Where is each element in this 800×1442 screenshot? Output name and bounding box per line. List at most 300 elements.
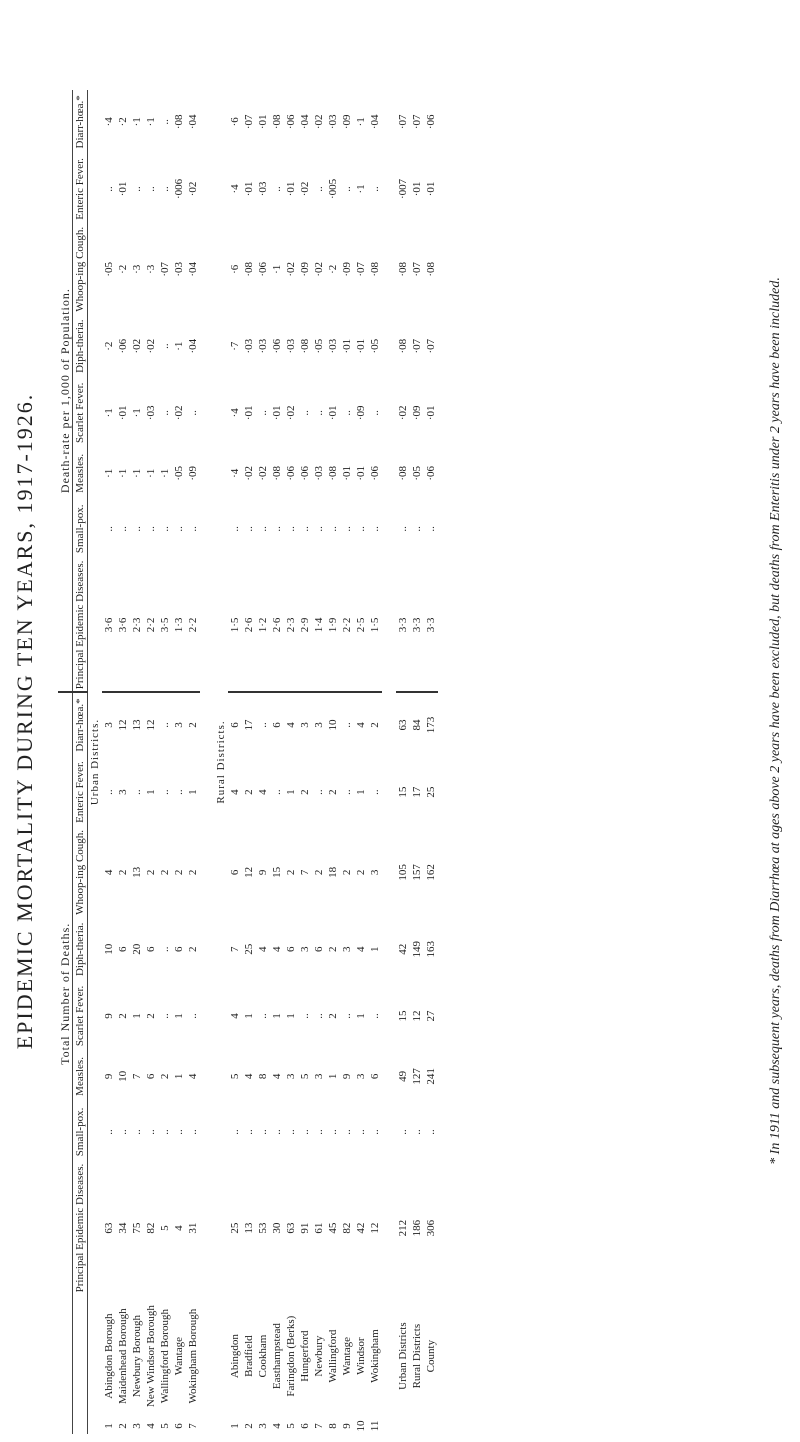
district-name: Windsor	[355, 1337, 367, 1375]
total-deaths-cell: 127	[411, 1068, 423, 1085]
total-deaths-cell: 2	[299, 789, 311, 795]
total-deaths-cell: ..	[369, 789, 381, 795]
row-number: 7	[187, 1423, 199, 1429]
district-name: Hungerford	[299, 1330, 311, 1382]
death-rate-cell: ..	[299, 526, 311, 532]
district-name: Maidenhead Borough	[117, 1308, 129, 1404]
table-row	[354, 90, 368, 1434]
total-deaths-cell: 3	[369, 869, 381, 876]
death-rate-cell: 2·6	[243, 617, 255, 633]
total-deaths-cell: 4	[187, 1073, 199, 1080]
death-rate-cell: 3·3	[397, 617, 409, 633]
death-rate-cell: 1·2	[257, 617, 269, 633]
death-rate-cell: ..	[425, 526, 437, 532]
row-number: 4	[271, 1423, 283, 1429]
total-deaths-cell: 25	[425, 786, 437, 798]
death-rate-cell: ·06	[271, 338, 283, 354]
total-deaths-cell: 12	[369, 1222, 381, 1234]
death-rate-cell: 1·5	[229, 617, 241, 633]
death-rate-cell: ·08	[173, 114, 185, 130]
total-deaths-cell: ..	[256, 692, 270, 757]
total-deaths-cell: 27	[425, 1010, 437, 1022]
total-deaths-cell: 1	[285, 789, 297, 795]
death-rate-cell: ·7	[229, 341, 241, 351]
death-rate-cell: ·1	[173, 341, 185, 351]
total-deaths-cell: ..	[313, 1013, 325, 1019]
total-deaths-cell: ..	[341, 789, 353, 795]
death-rate-cell: ·08	[327, 465, 339, 481]
total-deaths-cell: 15	[271, 866, 283, 878]
death-rate-cell: ·1	[271, 264, 283, 274]
row-number	[410, 1418, 424, 1434]
table-row	[326, 90, 340, 1434]
row-number	[424, 1418, 438, 1434]
district-name: County	[425, 1339, 437, 1373]
death-rate-cell: 3·3	[411, 617, 423, 633]
death-rate-cell: 3·5	[159, 617, 171, 633]
total-deaths-cell: 173	[424, 692, 438, 757]
death-rate-cell: ..	[145, 526, 157, 532]
total-deaths-cell: 12	[243, 866, 255, 878]
district-name: Rural Districts	[411, 1323, 423, 1389]
death-rate-cell: ·4	[103, 117, 115, 127]
total-deaths-cell: 1	[355, 789, 367, 795]
total-deaths-cell: ..	[257, 1013, 269, 1019]
total-deaths-cell: ..	[257, 1129, 269, 1135]
total-deaths-cell: ..	[340, 692, 354, 757]
death-rate-cell: ·04	[299, 114, 311, 130]
total-deaths-cell: ..	[369, 1129, 381, 1135]
death-rate-cell: 1·4	[313, 617, 325, 633]
total-deaths-cell: 84	[410, 692, 424, 757]
total-deaths-cell: 63	[285, 1222, 297, 1234]
death-rate-cell: ..	[187, 526, 199, 532]
total-deaths-cell: ..	[313, 1129, 325, 1135]
total-deaths-cell: 6	[145, 946, 157, 953]
total-deaths-cell: 4	[355, 946, 367, 953]
death-rate-cell: ·03	[243, 338, 255, 354]
death-rate-cell: ·03	[257, 181, 269, 197]
total-deaths-cell: 4	[284, 692, 298, 757]
death-rate-cell: ·06	[285, 465, 297, 481]
death-rate-cell: ..	[341, 186, 353, 192]
death-rate-cell: ..	[145, 186, 157, 192]
death-rate-cell: ..	[103, 186, 115, 192]
row-number: 9	[341, 1423, 353, 1429]
district-name: Wokingham	[369, 1329, 381, 1383]
total-deaths-cell: ..	[187, 1013, 199, 1019]
total-deaths-cell: 12	[411, 1010, 423, 1022]
death-rate-cell: ·007	[397, 178, 409, 200]
total-deaths-cell: 1	[271, 1013, 283, 1019]
total-deaths-cell: ..	[285, 1129, 297, 1135]
table-row	[410, 90, 424, 1434]
column-header-rate: Measles.	[73, 448, 88, 499]
total-deaths-cell: 2	[243, 789, 255, 795]
table-row	[312, 90, 326, 1434]
total-deaths-cell: 3	[117, 789, 129, 795]
column-header-total: Measles.	[73, 1051, 88, 1102]
column-header-rate: Diph-theria.	[73, 314, 88, 378]
total-deaths-cell: ..	[355, 1129, 367, 1135]
death-rate-cell: ..	[159, 343, 171, 349]
death-rate-cell: ..	[229, 526, 241, 532]
death-rate-cell: ·1	[131, 468, 143, 478]
table-row	[172, 90, 186, 1434]
death-rate-cell: ·07	[159, 261, 171, 277]
death-rate-cell: ·01	[341, 338, 353, 354]
death-rate-cell: ·06	[369, 465, 381, 481]
death-rate-cell: ·1	[117, 468, 129, 478]
table-row	[102, 90, 116, 1434]
rural-districts-heading: Rural Districts.	[215, 720, 227, 804]
total-deaths-cell: 4	[103, 869, 115, 876]
district-name: Bradfield	[243, 1335, 255, 1377]
death-rate-cell: ·03	[145, 405, 157, 421]
column-header-total: Diph-theria.	[73, 917, 88, 981]
total-deaths-cell: 63	[103, 1222, 115, 1234]
total-deaths-cell: ..	[299, 1013, 311, 1019]
total-deaths-cell: 31	[187, 1222, 199, 1234]
death-rate-cell: ·1	[145, 468, 157, 478]
column-header-total: Principal Epidemic Diseases.	[74, 1163, 86, 1293]
total-deaths-cell: 186	[411, 1219, 423, 1237]
total-deaths-cell: 157	[411, 864, 423, 881]
row-number: 10	[355, 1420, 367, 1432]
row-number: 11	[369, 1420, 381, 1432]
death-rate-cell: 2·5	[355, 617, 367, 633]
total-deaths-cell: 2	[117, 869, 129, 876]
total-deaths-cell: 2	[285, 869, 297, 876]
row-number: 1	[103, 1423, 115, 1429]
death-rate-cell: ..	[341, 410, 353, 416]
table-row	[158, 90, 172, 1434]
total-deaths-cell: ..	[103, 1129, 115, 1135]
death-rate-cell: ·06	[257, 261, 269, 277]
total-deaths-cell: 4	[229, 1013, 241, 1019]
death-rate-cell: ..	[103, 526, 115, 532]
total-deaths-cell: 3	[298, 692, 312, 757]
district-name: Abingdon Borough	[103, 1313, 115, 1399]
death-rate-cell: ·05	[369, 338, 381, 354]
total-deaths-cell: 5	[229, 1073, 241, 1080]
column-header-total: Enteric Fever.	[73, 757, 88, 828]
total-deaths-cell: 3	[172, 692, 186, 757]
death-rate-cell: ..	[313, 186, 325, 192]
table-row	[284, 90, 298, 1434]
death-rate-cell: ·02	[285, 405, 297, 421]
mortality-table	[58, 90, 438, 1434]
total-deaths-cell: 2	[145, 869, 157, 876]
total-deaths-cell: 162	[425, 864, 437, 881]
row-number: 5	[159, 1423, 171, 1429]
total-deaths-cell: 2	[313, 869, 325, 876]
total-deaths-cell: 82	[145, 1222, 157, 1234]
death-rate-cell: 2·3	[131, 617, 143, 633]
death-rate-cell: ..	[257, 526, 269, 532]
table-row	[242, 90, 256, 1434]
death-rate-cell: ·08	[271, 465, 283, 481]
death-rate-cell: ·4	[229, 468, 241, 478]
death-rate-cell: ·06	[117, 338, 129, 354]
death-rate-cell: ..	[369, 526, 381, 532]
total-deaths-cell: 1	[187, 789, 199, 795]
total-deaths-cell: 4	[229, 789, 241, 795]
death-rate-cell: ..	[313, 526, 325, 532]
death-rate-cell: ·01	[425, 405, 437, 421]
total-deaths-cell: 20	[131, 943, 143, 955]
total-deaths-cell: 2	[327, 789, 339, 795]
death-rate-cell: 2·9	[299, 617, 311, 633]
table-row	[368, 90, 382, 1434]
total-deaths-cell: 149	[411, 941, 423, 958]
death-rate-cell: ·08	[299, 338, 311, 354]
total-deaths-cell: 10	[326, 692, 340, 757]
table-row	[396, 90, 410, 1434]
death-rate-cell: ·005	[327, 178, 339, 200]
death-rate-cell: 2·3	[285, 617, 297, 633]
total-deaths-cell: ..	[299, 1129, 311, 1135]
total-deaths-cell: 1	[145, 789, 157, 795]
row-number: 3	[257, 1423, 269, 1429]
total-deaths-cell: 2	[145, 1013, 157, 1019]
death-rate-cell: ·05	[173, 465, 185, 481]
death-rate-cell: 2·2	[145, 617, 157, 633]
death-rate-cell: ·2	[117, 264, 129, 274]
district-name: Abingdon	[229, 1334, 241, 1379]
death-rate-cell: ·01	[243, 405, 255, 421]
total-deaths-cell: 30	[271, 1222, 283, 1234]
death-rate-cell: ·04	[187, 261, 199, 277]
total-deaths-cell: 12	[116, 692, 130, 757]
column-header-total: Scarlet Fever.	[73, 981, 88, 1051]
death-rate-cell: 1·5	[369, 617, 381, 633]
district-name: Urban Districts	[397, 1322, 409, 1390]
district-name: Faringdon (Berks)	[285, 1315, 297, 1397]
total-deaths-cell: 15	[397, 1010, 409, 1022]
death-rate-cell: ·07	[355, 261, 367, 277]
total-deaths-cell: 3	[313, 1073, 325, 1080]
death-rate-cell: ·01	[117, 405, 129, 421]
row-number: 8	[327, 1423, 339, 1429]
total-deaths-cell: 6	[173, 946, 185, 953]
total-deaths-cell: 2	[341, 869, 353, 876]
death-rate-cell: ·05	[313, 338, 325, 354]
total-deaths-cell: ..	[243, 1129, 255, 1135]
death-rate-cell: ..	[271, 186, 283, 192]
total-deaths-cell: 25	[229, 1222, 241, 1234]
total-deaths-cell: 25	[243, 943, 255, 955]
column-header-total: Diarr-hœa.*	[73, 692, 88, 757]
death-rate-cell: ·08	[369, 261, 381, 277]
death-rate-cell: ·03	[327, 338, 339, 354]
death-rate-cell: ·08	[397, 261, 409, 277]
death-rate-cell: ·07	[411, 114, 423, 130]
district-name: Wallingford Borough	[159, 1309, 171, 1404]
death-rate-cell: ·03	[313, 465, 325, 481]
total-deaths-cell: 49	[397, 1070, 409, 1082]
death-rate-cell: ·1	[103, 468, 115, 478]
total-deaths-cell: 2	[187, 869, 199, 876]
death-rate-cell: ·05	[103, 261, 115, 277]
total-deaths-cell: 7	[131, 1073, 143, 1080]
death-rate-cell: ·09	[355, 405, 367, 421]
death-rate-cell: ·01	[271, 405, 283, 421]
total-deaths-cell: 4	[271, 1073, 283, 1080]
death-rate-cell: ·08	[425, 261, 437, 277]
total-deaths-cell: 2	[187, 946, 199, 953]
death-rate-cell: ·01	[425, 181, 437, 197]
total-deaths-cell: 5	[299, 1073, 311, 1080]
death-rate-cell: ..	[411, 526, 423, 532]
death-rate-cell: ·02	[313, 114, 325, 130]
total-deaths-cell: ..	[411, 1129, 423, 1135]
death-rate-cell: ·06	[299, 465, 311, 481]
table-row	[228, 90, 242, 1434]
column-header-rate: Principal Epidemic Diseases.	[73, 559, 88, 693]
death-rate-cell: ..	[299, 410, 311, 416]
death-rate-cell: ..	[243, 526, 255, 532]
death-rate-cell: ·01	[411, 181, 423, 197]
death-rate-cell: ·02	[299, 181, 311, 197]
total-deaths-cell: 53	[257, 1222, 269, 1234]
column-header-rate: Whoop-ing Cough.	[73, 224, 88, 314]
death-rate-cell: ·07	[397, 114, 409, 130]
total-deaths-cell: 42	[397, 943, 409, 955]
district-name: New Windsor Borough	[145, 1305, 157, 1408]
death-rate-cell: ·02	[131, 338, 143, 354]
group-death-rate: Death-rate per 1,000 of Population.	[58, 90, 73, 692]
row-number: 2	[243, 1423, 255, 1429]
total-deaths-cell: ..	[327, 1129, 339, 1135]
total-deaths-cell: 2	[117, 1013, 129, 1019]
death-rate-cell: ·3	[131, 264, 143, 274]
total-deaths-cell: 4	[271, 946, 283, 953]
total-deaths-cell: 18	[327, 866, 339, 878]
death-rate-cell: 2·2	[187, 617, 199, 633]
page-title: EPIDEMIC MORTALITY DURING TEN YEARS, 1917-1926.	[12, 392, 37, 1050]
death-rate-cell: ·02	[313, 261, 325, 277]
urban-districts-heading: Urban Districts.	[89, 718, 101, 806]
death-rate-cell: ..	[159, 186, 171, 192]
total-deaths-cell: 3	[355, 1073, 367, 1080]
death-rate-cell: ·006	[173, 178, 185, 200]
death-rate-cell: ·1	[355, 184, 367, 194]
death-rate-cell: ·3	[145, 264, 157, 274]
death-rate-cell: ·07	[411, 261, 423, 277]
row-number: 2	[117, 1423, 129, 1429]
death-rate-cell: 2·6	[271, 617, 283, 633]
column-header-total: Whoop-ing Cough.	[73, 827, 88, 917]
death-rate-cell: ..	[187, 410, 199, 416]
total-deaths-cell: 10	[117, 1070, 129, 1082]
row-number: 5	[285, 1423, 297, 1429]
total-deaths-cell: 15	[397, 786, 409, 798]
death-rate-cell: ·4	[229, 184, 241, 194]
total-deaths-cell: ..	[173, 789, 185, 795]
total-deaths-cell: ..	[341, 1129, 353, 1135]
total-deaths-cell: 91	[299, 1222, 311, 1234]
death-rate-cell: ·02	[173, 405, 185, 421]
total-deaths-cell: ..	[145, 1129, 157, 1135]
death-rate-cell: ·07	[425, 338, 437, 354]
death-rate-cell: ·07	[243, 114, 255, 130]
death-rate-cell: ..	[131, 526, 143, 532]
row-number: 4	[145, 1423, 157, 1429]
total-deaths-cell: 2	[327, 946, 339, 953]
total-deaths-cell: 17	[242, 692, 256, 757]
total-deaths-cell: 9	[103, 1073, 115, 1080]
total-deaths-cell: 1	[173, 1013, 185, 1019]
total-deaths-cell: 13	[131, 866, 143, 878]
death-rate-cell: ·09	[341, 261, 353, 277]
death-rate-cell: ..	[159, 119, 171, 125]
death-rate-cell: ·6	[229, 117, 241, 127]
total-deaths-cell: 1	[173, 1073, 185, 1080]
death-rate-cell: ·02	[257, 465, 269, 481]
column-header-rate: Diarr-hœa.*	[73, 90, 88, 154]
total-deaths-cell: 6	[117, 946, 129, 953]
death-rate-cell: ·04	[187, 114, 199, 130]
death-rate-cell: ·08	[271, 114, 283, 130]
death-rate-cell: ·1	[159, 468, 171, 478]
table-row	[298, 90, 312, 1434]
total-deaths-cell: 34	[117, 1222, 129, 1234]
total-deaths-cell: 61	[313, 1222, 325, 1234]
total-deaths-cell: ..	[341, 1013, 353, 1019]
death-rate-cell: ·6	[229, 264, 241, 274]
death-rate-cell: ·1	[145, 117, 157, 127]
death-rate-cell: ·01	[243, 181, 255, 197]
row-number: 7	[313, 1423, 325, 1429]
total-deaths-cell: 13	[243, 1222, 255, 1234]
death-rate-cell: ·02	[397, 405, 409, 421]
death-rate-cell: ·08	[397, 465, 409, 481]
total-deaths-cell: 12	[144, 692, 158, 757]
total-deaths-cell: 13	[130, 692, 144, 757]
total-deaths-cell: 6	[270, 692, 284, 757]
total-deaths-cell: 8	[257, 1073, 269, 1080]
district-name: Newbury	[313, 1335, 325, 1377]
footnote: * In 1911 and subsequent years, deaths from Diarrhœa at ages above 2 years have been excluded, but deaths from Enteritis under 2 years have been included.	[768, 277, 783, 1165]
district-name: Newbury Borough	[131, 1315, 143, 1398]
row-number: 3	[131, 1423, 143, 1429]
death-rate-cell: ·06	[425, 465, 437, 481]
death-rate-cell: ·1	[355, 117, 367, 127]
death-rate-cell: ·2	[117, 117, 129, 127]
total-deaths-cell: 82	[341, 1222, 353, 1234]
death-rate-cell: ·05	[411, 465, 423, 481]
total-deaths-cell: 7	[229, 946, 241, 953]
total-deaths-cell: 212	[397, 1219, 409, 1237]
death-rate-cell: ·1	[131, 117, 143, 127]
death-rate-cell: ·09	[187, 465, 199, 481]
table-row	[116, 90, 130, 1434]
death-rate-cell: ..	[341, 526, 353, 532]
death-rate-cell: ..	[159, 526, 171, 532]
column-header-total: Small-pox.	[73, 1102, 88, 1162]
total-deaths-cell: ..	[271, 1129, 283, 1135]
death-rate-cell: 1·3	[173, 617, 185, 633]
total-deaths-cell: 6	[285, 946, 297, 953]
total-deaths-cell: ..	[131, 789, 143, 795]
death-rate-cell: ..	[355, 526, 367, 532]
death-rate-cell: ·03	[257, 338, 269, 354]
total-deaths-cell: 63	[396, 692, 410, 757]
death-rate-cell: ·03	[173, 261, 185, 277]
row-number	[396, 1418, 410, 1434]
death-rate-cell: ·04	[369, 114, 381, 130]
